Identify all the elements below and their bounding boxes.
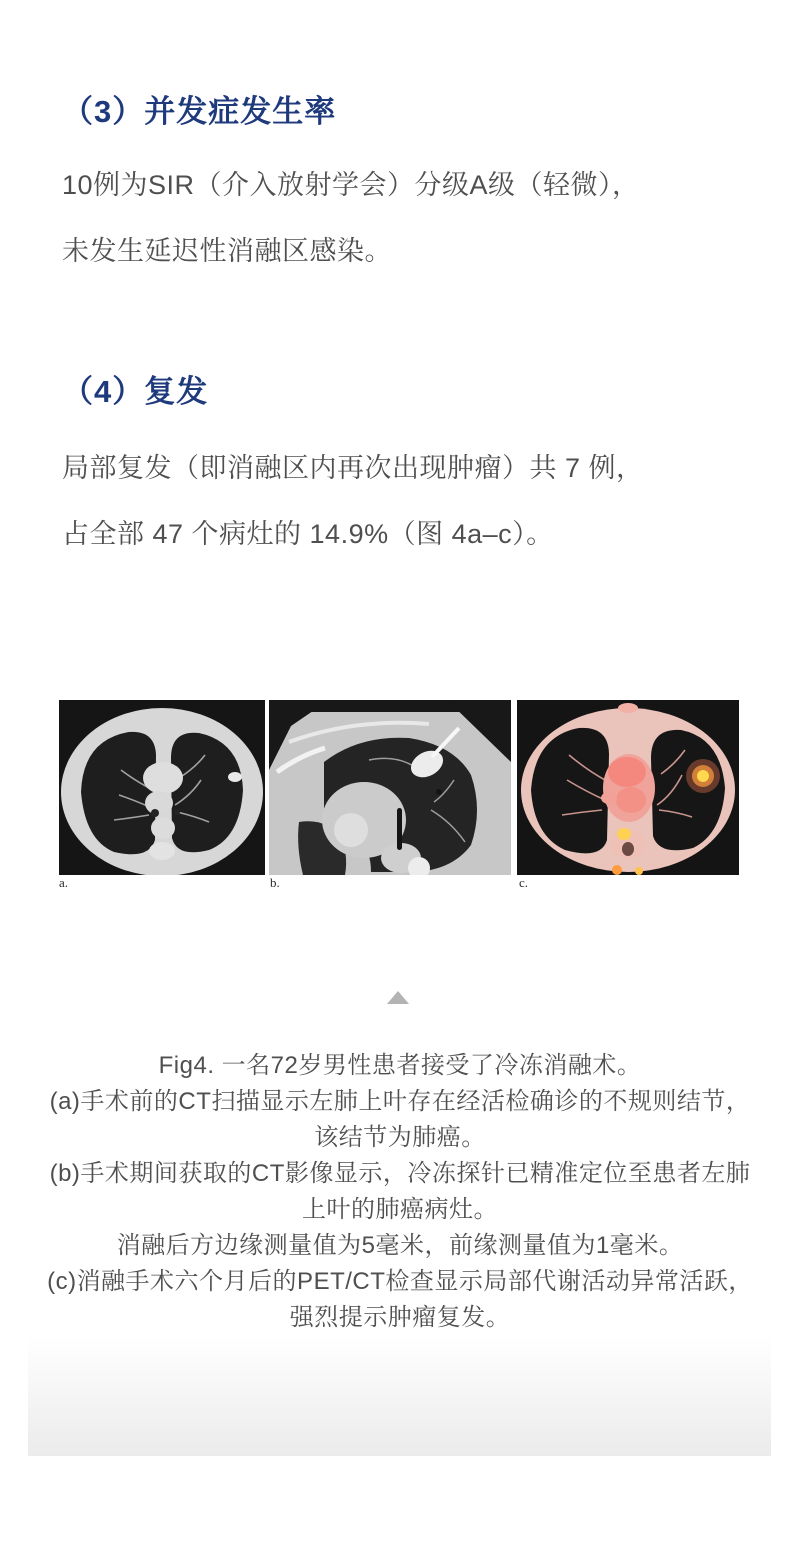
intraoperative-ct-illustration [269,700,511,875]
axial-chest-ct-illustration [59,700,265,875]
caption-line: 消融后方边缘测量值为5毫米，前缘测量值为1毫米。 [116,1232,684,1259]
panel-label-a: a. [59,875,69,890]
paragraph-line: 未发生延迟性消融区感染。 [62,236,392,266]
panel-label-c: c. [519,875,529,890]
paragraph-line: 占全部 47 个病灶的 14.9%（图 4a–c）。 [62,519,554,549]
paragraph-line: 局部复发（即消融区内再次出现肿瘤）共 7 例， [62,453,644,483]
caption-line: (b)手术期间获取的CT影像显示，冷冻探针已精准定位至患者左肺 [49,1160,751,1187]
heading-recurrence: （4）复发 [62,374,209,409]
caption-line: 该结节为肺癌。 [314,1124,486,1151]
ct-image-preoperative [59,700,265,875]
figure-4-image-strip [59,700,741,875]
caption-line: (c)消融手术六个月后的PET/CT检查显示局部代谢活动异常活跃， [47,1268,753,1295]
pet-ct-image-followup [517,700,739,875]
caption-line: (a)手术前的CT扫描显示左肺上叶存在经活检确诊的不规则结节， [49,1088,751,1115]
ct-image-intraoperative [269,700,511,875]
pet-ct-fusion-illustration [517,700,739,875]
triangle-up-icon[interactable] [387,991,409,1004]
caption-line: 上叶的肺癌病灶。 [302,1196,498,1223]
caption-line: 强烈提示肿瘤复发。 [289,1304,511,1331]
panel-label-b: b. [270,875,280,890]
bottom-gradient-divider [28,1336,771,1456]
paragraph-line: 10例为SIR（介入放射学会）分级A级（轻微）， [62,170,640,200]
figure-4-caption [0,1048,800,1336]
heading-complication-rate: （3）并发症发生率 [62,94,337,129]
caption-line: Fig4. 一名72岁男性患者接受了冷冻消融术。 [158,1052,642,1079]
